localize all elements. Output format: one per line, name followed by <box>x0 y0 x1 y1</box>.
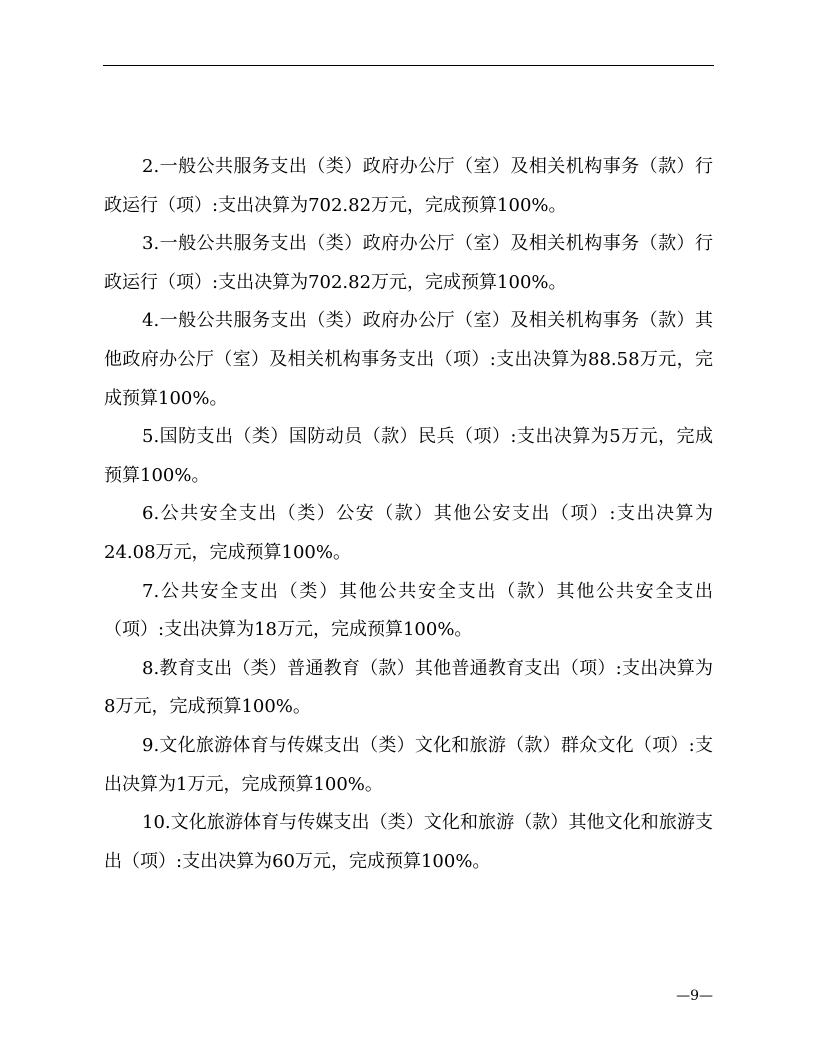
paragraph-item-4: 4.一般公共服务支出（类）政府办公厅（室）及相关机构事务（款）其他政府办公厅（室）及相关机构事务支出（项）:支出决算为88.58万元，完成预算100%。 <box>104 310 713 409</box>
document-body <box>104 148 713 881</box>
paragraph-item-10: 10.文化旅游体育与传媒支出（类）文化和旅游（款）其他文化和旅游支出（项）:支出决算为60万元，完成预算100%。 <box>104 812 713 872</box>
paragraph-item-8: 8.教育支出（类）普通教育（款）其他普通教育支出（项）:支出决算为8万元，完成预算100%。 <box>104 657 713 718</box>
paragraph-item-9: 9.文化旅游体育与传媒支出（类）文化和旅游（款）群众文化（项）:支出决算为1万元，完成预算100%。 <box>104 734 713 795</box>
page-number: —9— <box>676 988 713 1004</box>
paragraph-item-2: 2.一般公共服务支出（类）政府办公厅（室）及相关机构事务（款）行政运行（项）:支出决算为702.82万元，完成预算100%。 <box>104 156 713 216</box>
paragraph-item-6: 6.公共安全支出（类）公安（款）其他公安支出（项）:支出决算为24.08万元，完成预算100%。 <box>104 503 713 563</box>
paragraph-item-3: 3.一般公共服务支出（类）政府办公厅（室）及相关机构事务（款）行政运行（项）:支出决算为702.82万元，完成预算100%。 <box>104 233 713 293</box>
paragraph-item-7: 7.公共安全支出（类）其他公共安全支出（款）其他公共安全支出（项）:支出决算为18万元，完成预算100%。 <box>104 580 713 641</box>
paragraph-item-5: 5.国防支出（类）国防动员（款）民兵（项）:支出决算为5万元，完成预算100%。 <box>104 426 713 486</box>
header-rule <box>103 65 714 66</box>
